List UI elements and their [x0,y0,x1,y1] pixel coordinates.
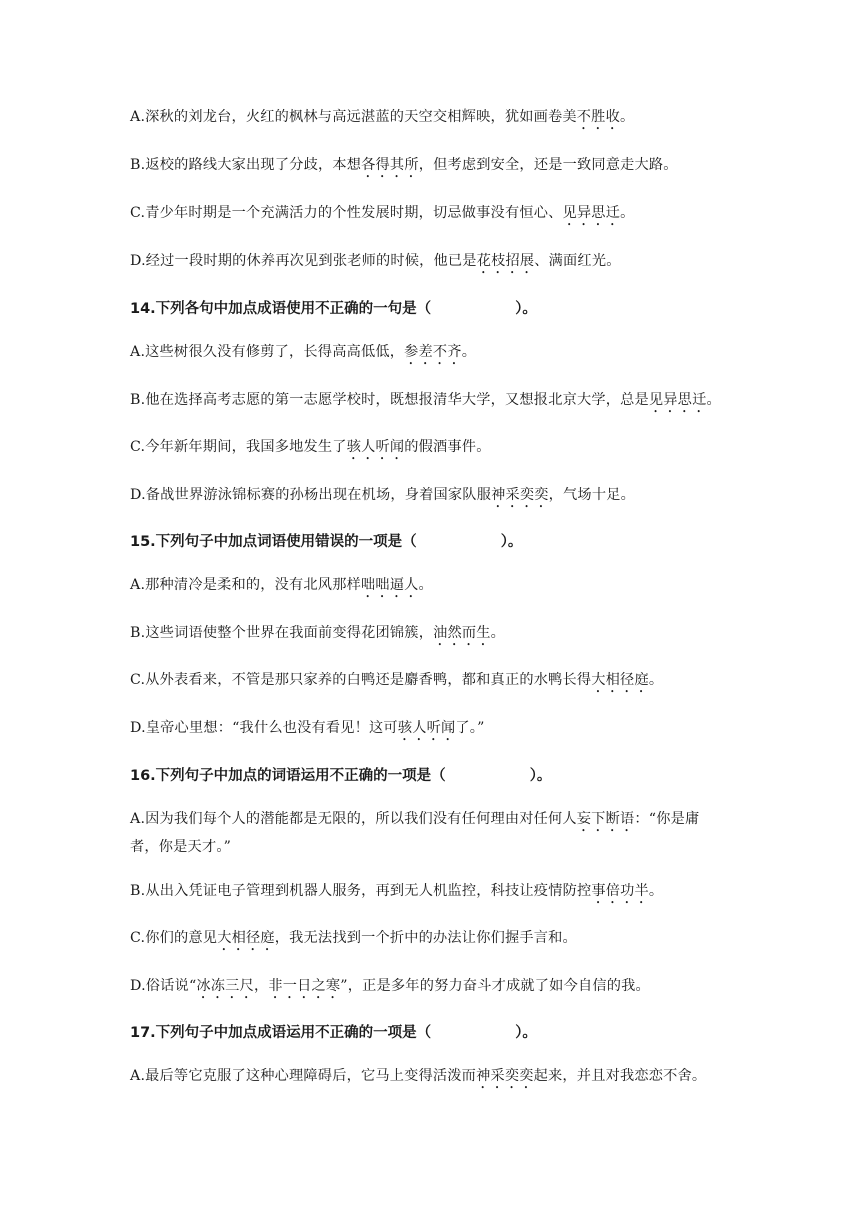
dotted-idiom: 冰冻三尺，非一日之寒 [196,978,341,994]
option-13c: C.青少年时期是一个充满活力的个性发展时期，切忌做事没有恒心、见异思迁。 [130,205,635,221]
dotted-idiom: 各得其所 [361,157,419,173]
dotted-idiom: 参差不齐 [404,344,462,360]
option-14c: C.今年新年期间，我国多地发生了骇人听闻的假酒事件。 [130,439,491,455]
option-16c: C.你们的意见大相径庭，我无法找到一个折中的办法让你们握手言和。 [130,930,577,946]
option-15d: D.皇帝心里想：“我什么也没有看见！这可骇人听闻了。” [130,720,485,736]
option-16a: A.因为我们每个人的潜能都是无限的，所以我们没有任何理由对任何人妄下断语：“你是庸 [130,811,700,827]
option-14d: D.备战世界游泳锦标赛的孙杨出现在机场，身着国家队服神采奕奕，气场十足。 [130,487,635,503]
option-13b: B.返校的路线大家出现了分歧，本想各得其所，但考虑到安全，还是一致同意走大路。 [130,157,678,173]
question-17: 17.下列句子中加点成语运用不正确的一项是（ ）。 [130,1025,537,1041]
dotted-idiom: 见异思迁 [648,392,707,408]
option-16a-cont: 者，你是天才。” [130,839,232,855]
option-17a: A.最后等它克服了这种心理障碍后，它马上变得活泼而神采奕奕起来，并且对我恋恋不舍。 [130,1068,707,1084]
option-14b: B.他在选择高考志愿的第一志愿学校时，既想报清华大学，又想报北京大学，总是见异思迁。 [130,392,721,408]
dotted-idiom: 骇人听闻 [346,439,405,455]
dotted-idiom: 事倍功半 [591,883,649,899]
option-16d: D.俗话说“冰冻三尺，非一日之寒”，正是多年的努力奋斗才成就了如今自信的我。 [130,978,650,994]
option-15c: C.从外表看来，不管是那只家养的白鸭还是麝香鸭，都和真正的水鸭长得大相径庭。 [130,672,664,688]
dotted-idiom: 骇人听闻 [397,720,456,736]
option-14a: A.这些树很久没有修剪了，长得高高低低，参差不齐。 [130,344,477,360]
option-15b: B.这些词语使整个世界在我面前变得花团锦簇，油然而生。 [130,625,506,641]
dotted-idiom: 神采奕奕 [476,1068,534,1084]
dotted-idiom: 不胜收 [576,109,620,125]
option-16b: B.从出入凭证电子管理到机器人服务，再到无人机监控，科技让疫情防控事倍功半。 [130,883,664,899]
dotted-idiom: 大相径庭 [591,672,649,688]
dotted-idiom: 花枝招展 [476,253,535,269]
question-16: 16.下列句子中加点的词语运用不正确的一项是（ ）。 [130,768,552,784]
dotted-idiom: 见异思迁 [562,205,621,221]
option-13d: D.经过一段时期的休养再次见到张老师的时候，他已是花枝招展、满面红光。 [130,253,621,269]
dotted-idiom: 妄下断语 [576,811,635,827]
question-15: 15.下列句子中加点词语使用错误的一项是（ ）。 [130,534,523,550]
question-14: 14.下列各句中加点成语使用不正确的一句是（ ）。 [130,301,537,317]
dotted-idiom: 神采奕奕 [491,487,549,503]
option-13a: A.深秋的刘龙台，火红的枫林与高远湛蓝的天空交相辉映，犹如画卷美不胜收。 [130,109,635,125]
dotted-idiom: 大相径庭 [217,930,275,946]
dotted-idiom: 油然而生 [433,625,491,641]
dotted-idiom: 咄咄逼人 [360,577,419,593]
option-15a: A.那种清冷是柔和的，没有北风那样咄咄逼人。 [130,577,433,593]
